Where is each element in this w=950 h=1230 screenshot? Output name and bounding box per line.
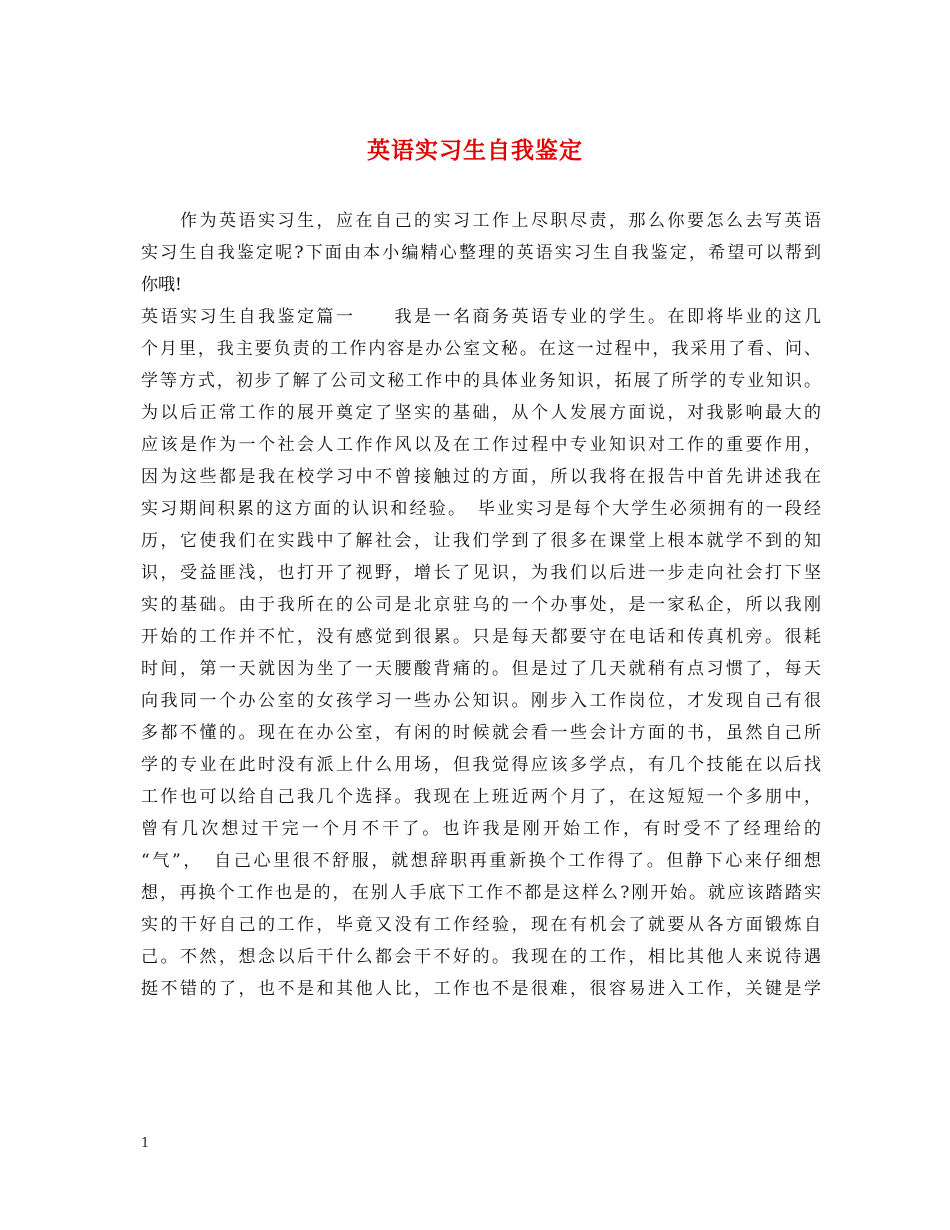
body-line: 作为英语实习生，应在自己的实习工作上尽职尽责，那么你要怎么去写英语 [141, 211, 821, 231]
body-line: 开始的工作并不忙，没有感觉到很累。只是每天都要守在电话和传真机旁。很耗 [141, 627, 821, 647]
body-line: 实习生自我鉴定呢?下面由本小编精心整理的英语实习生自我鉴定，希望可以帮到 [141, 243, 821, 263]
body-line: 多都不懂的。现在在办公室，有闲的时候就会看一些会计方面的书，虽然自己所 [141, 723, 821, 743]
body-line: 向我同一个办公室的女孩学习一些办公知识。刚步入工作岗位，才发现自己有很 [141, 691, 821, 711]
document-title: 英语实习生自我鉴定 [367, 137, 583, 164]
body-line: 实的干好自己的工作，毕竟又没有工作经验，现在有机会了就要从各方面锻炼自 [141, 915, 821, 935]
body-line: 因为这些都是我在校学习中不曾接触过的方面，所以我将在报告中首先讲述我在 [141, 467, 821, 487]
body-line: 工作也可以给自己我几个选择。我现在上班近两个月了，在这短短一个多朋中， [141, 787, 821, 807]
body-line: 个月里，我主要负责的工作内容是办公室文秘。在这一过程中，我采用了看、问、 [141, 339, 821, 359]
body-line: 你哦! [141, 275, 182, 295]
body-line: 学的专业在此时没有派上什么用场，但我觉得应该多学点，有几个技能在以后找 [141, 755, 821, 775]
body-line: 挺不错的了，也不是和其他人比，工作也不是很难，很容易进入工作，关键是学 [141, 979, 821, 999]
body-line: “气”， 自己心里很不舒服，就想辞职再重新换个工作得了。但静下心来仔细想 [141, 851, 821, 871]
page-number: 1 [141, 1136, 150, 1151]
body-line: 曾有几次想过干完一个月不干了。也许我是刚开始工作，有时受不了经理给的 [141, 819, 821, 839]
body-line: 识，受益匪浅，也打开了视野，增长了见识，为我们以后进一步走向社会打下坚 [141, 563, 821, 583]
body-line: 实的基础。由于我所在的公司是北京驻乌的一个办事处，是一家私企，所以我刚 [141, 595, 821, 615]
body-line: 应该是作为一个社会人工作作风以及在工作过程中专业知识对工作的重要作用， [141, 435, 821, 455]
body-line: 想，再换个工作也是的，在别人手底下工作不都是这样么?刚开始。就应该踏踏实 [141, 883, 821, 903]
body-line: 为以后正常工作的展开奠定了坚实的基础，从个人发展方面说，对我影响最大的 [141, 403, 821, 423]
document-body [141, 205, 821, 1005]
body-line: 实习期间积累的这方面的认识和经验。 毕业实习是每个大学生必须拥有的一段经 [141, 499, 821, 519]
body-line: 时间，第一天就因为坐了一天腰酸背痛的。但是过了几天就稍有点习惯了，每天 [141, 659, 821, 679]
body-line: 己。不然，想念以后干什么都会干不好的。我现在的工作，相比其他人来说待遇 [141, 947, 821, 967]
body-line: 英语实习生自我鉴定篇一 我是一名商务英语专业的学生。在即将毕业的这几 [141, 307, 821, 327]
body-line: 历，它使我们在实践中了解社会，让我们学到了很多在课堂上根本就学不到的知 [141, 531, 821, 551]
body-line: 学等方式，初步了解了公司文秘工作中的具体业务知识，拓展了所学的专业知识。 [141, 371, 821, 391]
